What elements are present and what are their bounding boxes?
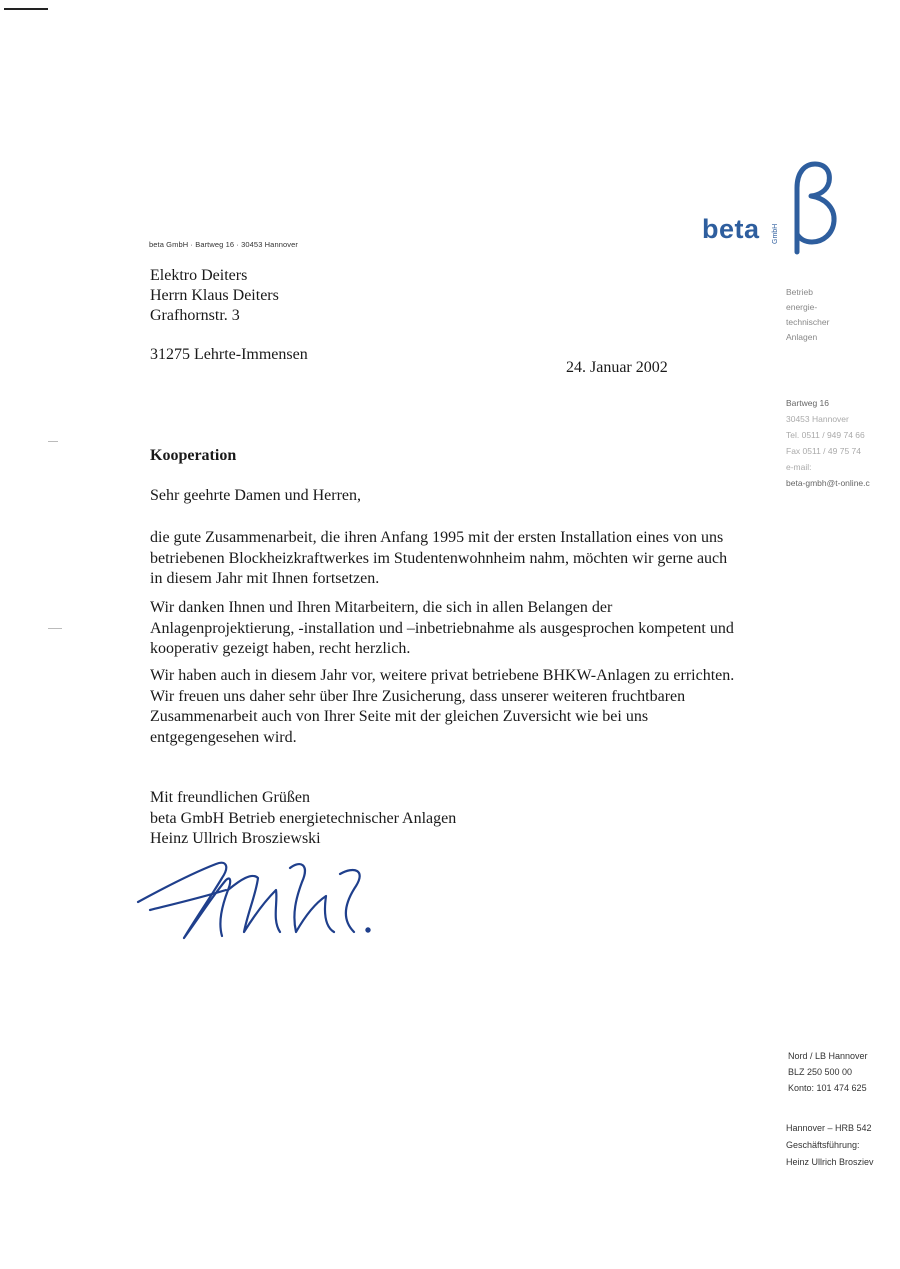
recipient-company: Elektro Deiters: [150, 267, 248, 284]
register-details: [786, 1120, 874, 1171]
letter-subject: Kooperation: [150, 447, 237, 464]
beta-logo-icon: [781, 160, 841, 255]
contact-email: beta-gmbh@t-online.c: [786, 478, 870, 488]
tagline-line: technischer: [786, 317, 830, 327]
closing-company: beta GmbH Betrieb energietechnischer Anlagen: [150, 809, 457, 827]
register-manager: Heinz Ullrich Brosziev: [786, 1157, 874, 1167]
register-label: Geschäftsführung:: [786, 1140, 860, 1150]
recipient-city: 31275 Lehrte-Immensen: [150, 346, 308, 363]
body-paragraph: die gute Zusammenarbeit, die ihren Anfang 1995 mit der ersten Installation eines von uns betriebenen Blockheizkraftwerkes im Studentenwohnheim nahm, möchten wir gerne auch in diesem Jahr mit Ihnen fortsetzen.: [150, 529, 728, 587]
tagline-line: Betrieb: [786, 287, 813, 297]
closing-name: Heinz Ullrich Brosziewski: [150, 830, 321, 847]
fold-mark: [48, 628, 62, 629]
recipient-street: Grafhornstr. 3: [150, 307, 240, 324]
contact-block: [786, 395, 870, 491]
bank-name: Nord / LB Hannover: [788, 1051, 868, 1061]
tagline-line: energie-: [786, 302, 818, 312]
letter-date: 24. Januar 2002: [566, 359, 668, 376]
company-tagline: [786, 285, 829, 345]
closing-block: [150, 788, 456, 850]
recipient-person: Herrn Klaus Deiters: [150, 287, 279, 304]
recipient-address: [150, 266, 279, 326]
scan-mark: [4, 8, 48, 10]
logo-wordmark: beta: [702, 214, 760, 244]
body-paragraph: Wir danken Ihnen und Ihren Mitarbeitern, die sich in allen Belangen der Anlagenprojektierung, -installation und –inbetriebnahme als ausgesprochen kompetent und kooperativ gezeigt haben, recht herzlich.: [150, 599, 734, 657]
contact-city: 30453 Hannover: [786, 414, 849, 424]
sender-address-line: beta GmbH · Bartweg 16 · 30453 Hannover: [149, 240, 298, 249]
contact-fax: Fax 0511 / 49 75 74: [786, 446, 861, 456]
bank-konto: Konto: 101 474 625: [788, 1083, 867, 1093]
tagline-line: Anlagen: [786, 332, 818, 342]
handwritten-signature: [130, 850, 380, 950]
logo-gmbh: GmbH: [772, 223, 779, 244]
punch-mark: [48, 441, 58, 442]
register-court: Hannover – HRB 542: [786, 1123, 872, 1133]
contact-street: Bartweg 16: [786, 398, 829, 408]
contact-tel: Tel. 0511 / 949 74 66: [786, 430, 865, 440]
bank-details: [788, 1048, 868, 1096]
contact-email-label: e-mail:: [786, 462, 812, 472]
body-paragraph: Wir haben auch in diesem Jahr vor, weitere privat betriebene BHKW-Anlagen zu errichten. Wir freuen uns daher sehr über Ihre Zusicherung, dass unserer weiteren fruchtbaren Zusammenarbeit auch von Ihrer Seite mit der gleichen Zuversicht wie bei uns entgegengesehen wird.: [150, 667, 735, 746]
closing-greeting: Mit freundlichen Grüßen: [150, 789, 310, 806]
bank-blz: BLZ 250 500 00: [788, 1067, 853, 1077]
salutation: Sehr geehrte Damen und Herren,: [150, 487, 362, 504]
